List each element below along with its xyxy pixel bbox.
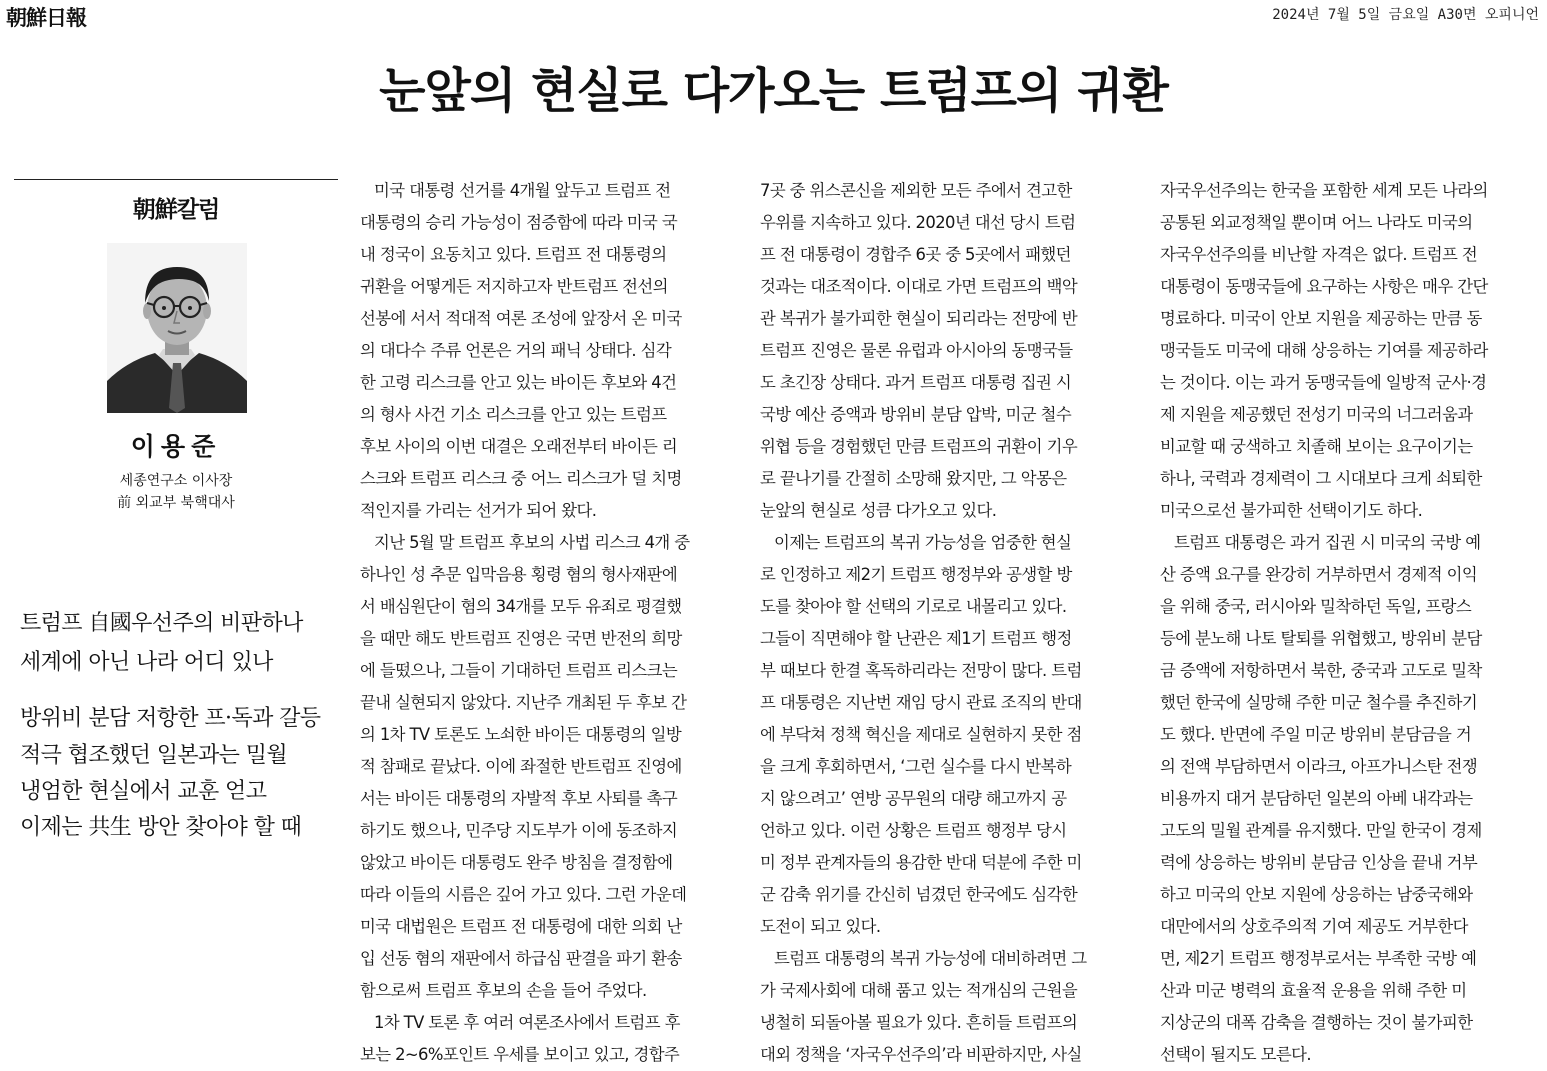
body-text-line: 비교할 때 궁색하고 치졸해 보이는 요구이기는 (1160, 437, 1473, 456)
body-text-line: 자국우선주의를 비난할 자격은 없다. 트럼프 전 (1160, 245, 1478, 264)
body-text-line: 후보 사이의 이번 대결은 오래전부터 바이든 리 (360, 437, 678, 456)
body-text-line: 지난 5월 말 트럼프 후보의 사법 리스크 4개 중 (374, 533, 690, 552)
body-text-line: 가 국제사회에 대해 품고 있는 적개심의 근원을 (760, 981, 1078, 1000)
column-label: 朝鮮칼럼 (132, 197, 220, 223)
body-text-line: 력에 상응하는 방위비 분담금 인상을 끝내 거부 (1160, 853, 1478, 872)
author-title-2: 前 외교부 북핵대사 (117, 495, 235, 511)
body-column-1 (360, 175, 729, 1071)
body-text-line: 미 정부 관계자들의 용감한 반대 덕분에 주한 미 (760, 853, 1082, 872)
subhead-line: 세계에 아닌 나라 어디 있나 (20, 650, 273, 675)
body-text-line: 도전이 되고 있다. (760, 917, 881, 936)
body-text-line: 귀환을 어떻게든 저지하고자 반트럼프 전선의 (360, 277, 668, 296)
subhead-line: 냉엄한 현실에서 교훈 얻고 (20, 779, 267, 804)
body-text-line: 등에 분노해 나토 탈퇴를 위협했고, 방위비 분담 (1160, 629, 1482, 648)
body-column-2 (760, 175, 1129, 1071)
author-name: 이용준 (130, 432, 222, 461)
body-text-line: 공통된 외교정책일 뿐이며 어느 나라도 미국의 (1160, 213, 1473, 232)
body-text-line: 않았고 바이든 대통령도 완주 방침을 결정함에 (360, 853, 673, 872)
body-text-line: 을 때만 해도 반트럼프 진영은 국면 반전의 희망 (360, 629, 682, 648)
body-text-line: 눈앞의 현실로 성큼 다가오고 있다. (760, 501, 997, 520)
body-text-line: 보는 2~6%포인트 우세를 보이고 있고, 경합주 (360, 1045, 680, 1064)
body-text-line: 7곳 중 위스콘신을 제외한 모든 주에서 견고한 (760, 181, 1072, 200)
body-text-line: 끝내 실현되지 않았다. 지난주 개최된 두 후보 간 (360, 693, 687, 712)
body-text-line: 부 때보다 한결 혹독하리라는 전망이 많다. 트럼 (760, 661, 1082, 680)
subhead-line: 트럼프 自國우선주의 비판하나 (20, 611, 303, 636)
dateline: 2024년 7월 5일 금요일 A30면 오피니언 (1272, 7, 1539, 23)
body-text-line: 프 전 대통령이 경합주 6곳 중 5곳에서 패했던 (760, 245, 1071, 264)
body-text-line: 서 배심원단이 혐의 34개를 모두 유죄로 평결했 (360, 597, 682, 616)
body-text-line: 우위를 지속하고 있다. 2020년 대선 당시 트럼 (760, 213, 1076, 232)
body-text-line: 1차 TV 토론 후 여러 여론조사에서 트럼프 후 (374, 1013, 680, 1032)
body-text-line: 에 들떴으나, 그들이 기대하던 트럼프 리스크는 (360, 661, 678, 680)
body-text-line: 프 대통령은 지난번 재임 당시 관료 조직의 반대 (760, 693, 1082, 712)
body-text-line: 미국으로선 불가피한 선택이기도 하다. (1160, 501, 1423, 520)
body-text-line: 의 1차 TV 토론도 노쇠한 바이든 대통령의 일방 (360, 725, 682, 744)
body-text-line: 대통령이 동맹국들에 요구하는 사항은 매우 간단 (1160, 277, 1488, 296)
body-text-line: 입 선동 혐의 재판에서 하급심 판결을 파기 환송 (360, 949, 682, 968)
body-text-line: 대외 정책을 ‘자국우선주의’라 비판하지만, 사실 (760, 1045, 1082, 1064)
body-text-line: 하나인 성 추문 입막음용 횡령 혐의 형사재판에 (360, 565, 678, 584)
body-text-line: 자국우선주의는 한국을 포함한 세계 모든 나라의 (1160, 181, 1488, 200)
body-text-line: 하나, 국력과 경제력이 그 시대보다 크게 쇠퇴한 (1160, 469, 1482, 488)
body-text-line: 맹국들도 미국에 대해 상응하는 기여를 제공하라 (1160, 341, 1488, 360)
headline: 눈앞의 현실로 다가오는 트럼프의 귀환 (379, 63, 1168, 119)
body-text-line: 도를 찾아야 할 선택의 기로로 내몰리고 있다. (760, 597, 1067, 616)
body-text-line: 고도의 밀월 관계를 유지했다. 만일 한국이 경제 (1160, 821, 1482, 840)
body-text-line: 로 끝나기를 간절히 소망해 왔지만, 그 악몽은 (760, 469, 1067, 488)
body-text-line: 을 위해 중국, 러시아와 밀착하던 독일, 프랑스 (1160, 597, 1472, 616)
body-text-line: 적인지를 가리는 선거가 되어 왔다. (360, 501, 597, 520)
body-text-line: 선봉에 서서 적대적 여론 조성에 앞장서 온 미국 (360, 309, 682, 328)
body-text-line: 적 참패로 끝났다. 이에 좌절한 반트럼프 진영에 (360, 757, 682, 776)
body-text-line: 했던 한국에 실망해 주한 미군 철수를 추진하기 (1160, 693, 1478, 712)
body-text-line: 대만에서의 상호주의적 기여 제공도 거부한다 (1160, 917, 1468, 936)
body-text-line: 내 정국이 요동치고 있다. 트럼프 전 대통령의 (360, 245, 667, 264)
subhead-line: 방위비 분담 저항한 프·독과 갈등 (20, 706, 321, 731)
body-text-line: 의 대다수 주류 언론은 거의 패닉 상태다. 심각 (360, 341, 672, 360)
body-text-line: 함으로써 트럼프 후보의 손을 들어 주었다. (360, 981, 647, 1000)
body-text-line: 면, 제2기 트럼프 행정부로서는 부족한 국방 예 (1160, 949, 1477, 968)
body-text-line: 트럼프 진영은 물론 유럽과 아시아의 동맹국들 (760, 341, 1073, 360)
body-text-line: 비용까지 대거 분담하던 일본의 아베 내각과는 (1160, 789, 1473, 808)
body-column-3 (1160, 175, 1529, 1071)
author-portrait (107, 243, 247, 413)
body-text-line: 하고 미국의 안보 지원에 상응하는 남중국해와 (1160, 885, 1473, 904)
body-text-line: 트럼프 대통령의 복귀 가능성에 대비하려면 그 (774, 949, 1087, 968)
body-text-line: 제 지원을 제공했던 전성기 미국의 너그러움과 (1160, 405, 1473, 424)
subhead-line: 이제는 共生 방안 찾아야 할 때 (20, 815, 302, 840)
body-text-line: 군 감축 위기를 간신히 넘겼던 한국에도 심각한 (760, 885, 1078, 904)
body-text-line: 산 증액 요구를 완강히 거부하면서 경제적 이익 (1160, 565, 1478, 584)
author-title-1: 세종연구소 이사장 (119, 473, 233, 489)
body-text-line: 지 않으려고’ 연방 공무원의 대량 해고까지 공 (760, 789, 1067, 808)
sidebar-rule (14, 179, 338, 180)
body-text-line: 이제는 트럼프의 복귀 가능성을 엄중한 현실 (774, 533, 1072, 552)
body-text-line: 냉철히 되돌아볼 필요가 있다. 흔히들 트럼프의 (760, 1013, 1078, 1032)
body-text-line: 관 복귀가 불가피한 현실이 되리라는 전망에 반 (760, 309, 1078, 328)
newspaper-logo: 朝鮮日報 (6, 5, 86, 30)
body-text-line: 명료하다. 미국이 안보 지원을 제공하는 만큼 동 (1160, 309, 1482, 328)
body-text-line: 의 형사 사건 기소 리스크를 안고 있는 트럼프 (360, 405, 667, 424)
body-text-line: 금 증액에 저항하면서 북한, 중국과 고도로 밀착 (1160, 661, 1482, 680)
body-text-line: 산과 미군 병력의 효율적 운용을 위해 주한 미 (1160, 981, 1467, 1000)
body-text-line: 언하고 있다. 이런 상황은 트럼프 행정부 당시 (760, 821, 1067, 840)
body-text-line: 트럼프 대통령은 과거 집권 시 미국의 국방 예 (1174, 533, 1481, 552)
body-text-line: 그들이 직면해야 할 난관은 제1기 트럼프 행정 (760, 629, 1072, 648)
body-text-line: 따라 이들의 시름은 깊어 가고 있다. 그런 가운데 (360, 885, 687, 904)
body-text-line: 대통령의 승리 가능성이 점증함에 따라 미국 국 (360, 213, 678, 232)
body-text-line: 서는 바이든 대통령의 자발적 후보 사퇴를 촉구 (360, 789, 678, 808)
body-text-line: 도 했다. 반면에 주일 미군 방위비 분담금을 거 (1160, 725, 1472, 744)
author-portrait-image (107, 243, 247, 413)
body-text-line: 것과는 대조적이다. 이대로 가면 트럼프의 백악 (760, 277, 1078, 296)
body-text-line: 국방 예산 증액과 방위비 분담 압박, 미군 철수 (760, 405, 1072, 424)
body-text-line: 선택이 될지도 모른다. (1160, 1045, 1311, 1064)
body-text-line: 지상군의 대폭 감축을 결행하는 것이 불가피한 (1160, 1013, 1473, 1032)
body-text-line: 위협 등을 경험했던 만큼 트럼프의 귀환이 기우 (760, 437, 1078, 456)
body-text-line: 로 인정하고 제2기 트럼프 행정부와 공생할 방 (760, 565, 1072, 584)
body-text-line: 는 것이다. 이는 과거 동맹국들에 일방적 군사·경 (1160, 373, 1487, 392)
body-text-line: 하기도 했으나, 민주당 지도부가 이에 동조하지 (360, 821, 678, 840)
body-text-line: 한 고령 리스크를 안고 있는 바이든 후보와 4건 (360, 373, 677, 392)
body-text-line: 미국 대법원은 트럼프 전 대통령에 대한 의회 난 (360, 917, 682, 936)
body-text-line: 을 크게 후회하면서, ‘그런 실수를 다시 반복하 (760, 757, 1072, 776)
subhead-line: 적극 협조했던 일본과는 밀월 (20, 743, 288, 768)
body-text-line: 미국 대통령 선거를 4개월 앞두고 트럼프 전 (374, 181, 671, 200)
body-text-line: 도 초긴장 상태다. 과거 트럼프 대통령 집권 시 (760, 373, 1072, 392)
body-text-line: 에 부닥쳐 정책 혁신을 제대로 실현하지 못한 점 (760, 725, 1082, 744)
body-text-line: 의 전액 부담하면서 이라크, 아프가니스탄 전쟁 (1160, 757, 1478, 776)
body-text-line: 스크와 트럼프 리스크 중 어느 리스크가 덜 치명 (360, 469, 682, 488)
